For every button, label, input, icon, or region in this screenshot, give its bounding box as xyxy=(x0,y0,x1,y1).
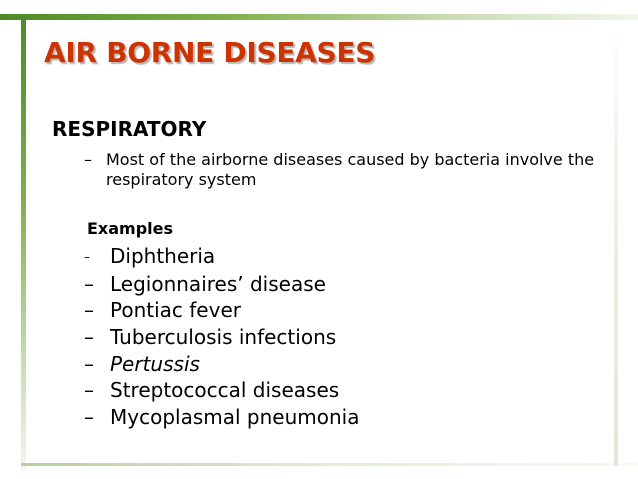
list-item xyxy=(84,377,359,404)
example-label: Streptococcal diseases xyxy=(110,378,340,403)
example-label: Mycoplasmal pneumonia xyxy=(110,404,360,429)
example-label: Pontiac fever xyxy=(110,298,241,323)
left-accent-bar xyxy=(21,14,26,470)
bullet-dash: – xyxy=(84,351,94,376)
list-item xyxy=(84,243,359,271)
bullet-dash: – xyxy=(84,378,94,403)
section-heading: RESPIRATORY xyxy=(52,117,207,141)
bottom-accent-bar xyxy=(21,463,638,466)
example-label: Legionnaires’ disease xyxy=(110,271,326,296)
bullet-dash: – xyxy=(84,324,94,349)
description-text: Most of the airborne diseases caused by bacteria involve the respiratory system xyxy=(106,150,595,189)
slide-title: AIR BORNE DISEASES xyxy=(44,36,376,69)
example-label: Diphtheria xyxy=(110,244,216,268)
list-item xyxy=(84,297,359,324)
bullet-dash: – xyxy=(84,404,94,429)
example-label: Tuberculosis infections xyxy=(110,324,337,349)
list-item xyxy=(84,271,359,298)
bullet-dash: – xyxy=(84,250,90,265)
examples-list xyxy=(84,243,359,430)
top-accent-bar xyxy=(0,14,638,20)
right-shadow xyxy=(614,26,618,466)
bullet-dash: – xyxy=(84,271,94,296)
description-bullet xyxy=(84,150,604,190)
list-item xyxy=(84,351,359,378)
list-item xyxy=(84,404,359,431)
list-item xyxy=(84,324,359,351)
examples-label: Examples xyxy=(87,219,174,238)
bullet-dash: – xyxy=(84,150,92,169)
example-label: Pertussis xyxy=(110,351,200,376)
bullet-dash: – xyxy=(84,298,94,323)
